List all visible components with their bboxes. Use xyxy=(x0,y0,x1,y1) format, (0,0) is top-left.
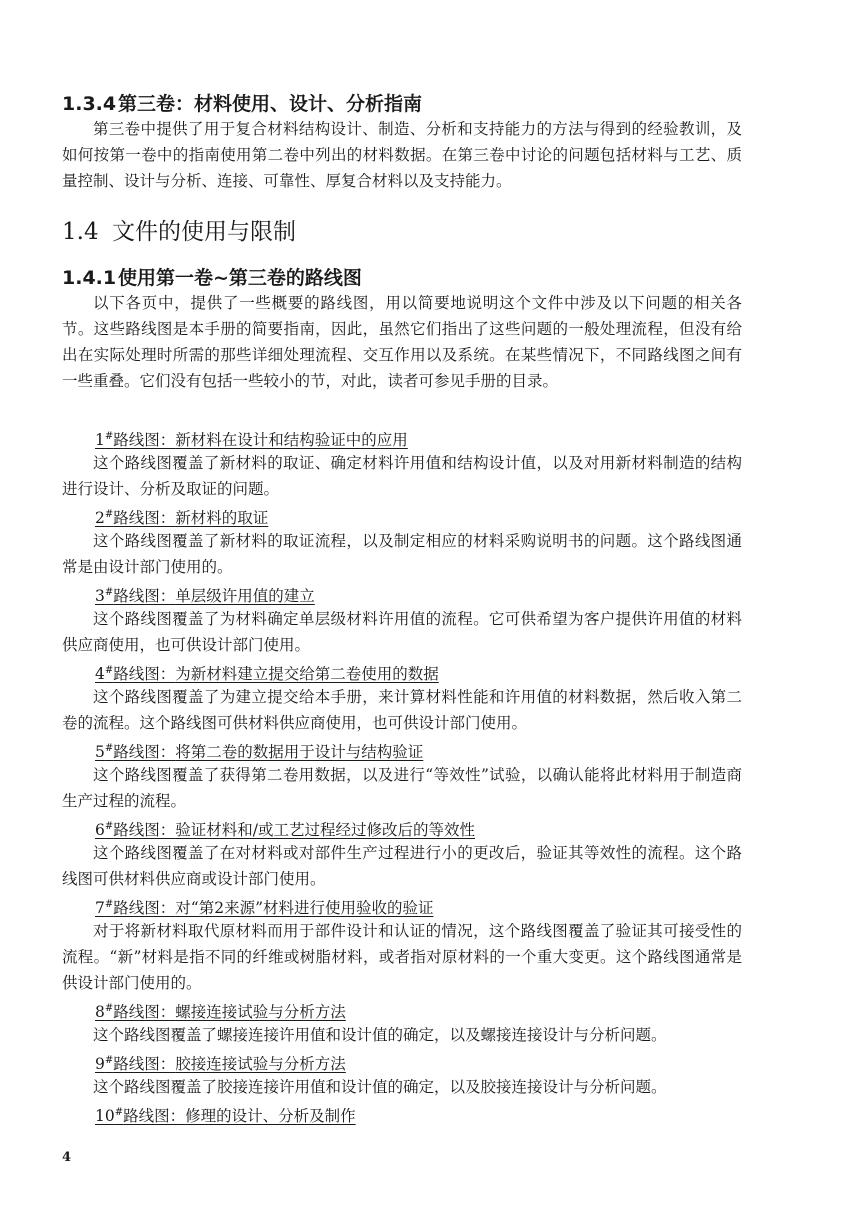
roadmap-label: #路线图： xyxy=(104,509,176,528)
roadmap-title xyxy=(95,424,408,453)
roadmap-hash-mark: # xyxy=(104,509,114,520)
roadmap-description: 这个路线图覆盖了螺接连接许用值和设计值的确定，以及螺接连接设计与分析问题。 xyxy=(93,1026,667,1044)
roadmap-title xyxy=(95,1100,356,1129)
roadmap-description: 这个路线图覆盖了新材料的取证、确定材料许用值和结构设计值，以及对用新材料制造的结构进行设计、分析及取证的问题。 xyxy=(62,454,742,498)
roadmap-title xyxy=(95,502,268,531)
roadmap-title xyxy=(95,814,475,843)
roadmap-title xyxy=(95,580,315,609)
roadmap-name: 螺接连接试验与分析方法 xyxy=(175,1003,346,1022)
roadmap-number: 1 xyxy=(95,431,105,450)
section-1-4-heading xyxy=(62,213,296,246)
roadmap-name: 将第二卷的数据用于设计与结构验证 xyxy=(175,743,424,762)
roadmap-name: 单层级许用值的建立 xyxy=(175,587,315,606)
roadmap-hash-mark: # xyxy=(104,431,114,442)
roadmap-title xyxy=(95,996,346,1025)
roadmap-label: #路线图： xyxy=(104,587,176,606)
roadmap-hash-mark: # xyxy=(104,1003,114,1014)
roadmap-label: #路线图： xyxy=(104,821,176,840)
section-number: 1.4 xyxy=(62,219,99,245)
roadmap-label: #路线图： xyxy=(104,743,176,762)
roadmap-title xyxy=(95,658,439,687)
roadmap-number: 9 xyxy=(95,1055,105,1074)
roadmap-name: 新材料的取证 xyxy=(175,509,269,528)
page-number: 4 xyxy=(62,1150,72,1165)
section-number: 1.4.1 xyxy=(62,267,117,289)
roadmap-description: 这个路线图覆盖了为建立提交给本手册，来计算材料性能和许用值的材料数据，然后收入第二卷的流程。这个路线图可供材料供应商使用，也可供设计部门使用。 xyxy=(62,688,742,732)
section-1-3-4-paragraph: 第三卷中提供了用于复合材料结构设计、制造、分析和支持能力的方法与得到的经验教训，及如何按第一卷中的指南使用第二卷中列出的材料数据。在第三卷中讨论的问题包括材料与工艺、质量控制、设计与分析、连接、可靠性、厚复合材料以及支持能力。 xyxy=(62,120,742,190)
roadmap-label: #路线图： xyxy=(104,665,176,684)
roadmap-number: 8 xyxy=(95,1003,105,1022)
roadmap-description: 这个路线图覆盖了胶接连接许用值和设计值的确定，以及胶接连接设计与分析问题。 xyxy=(93,1078,667,1096)
roadmap-number: 10 xyxy=(95,1107,115,1126)
roadmap-name: 为新材料建立提交给第二卷使用的数据 xyxy=(175,665,439,684)
roadmap-title xyxy=(95,736,423,765)
roadmap-hash-mark: # xyxy=(114,1107,124,1118)
roadmap-name: 胶接连接试验与分析方法 xyxy=(175,1055,346,1074)
roadmap-description: 对于将新材料取代原材料而用于部件设计和认证的情况，这个路线图覆盖了验证其可接受性的流程。“新”材料是指不同的纤维或树脂材料，或者指对原材料的一个重大变更。这个路线图通常是供设计部门使用的。 xyxy=(62,922,742,992)
roadmap-label: #路线图： xyxy=(114,1107,186,1126)
roadmap-title xyxy=(95,892,434,921)
section-title: 第三卷：材料使用、设计、分析指南 xyxy=(118,93,423,115)
roadmap-hash-mark: # xyxy=(104,665,114,676)
roadmap-number: 3 xyxy=(95,587,105,606)
roadmap-label: #路线图： xyxy=(104,899,176,918)
roadmap-name: 新材料在设计和结构验证中的应用 xyxy=(175,431,408,450)
roadmap-number: 5 xyxy=(95,743,105,762)
roadmap-number: 4 xyxy=(95,665,105,684)
roadmap-label: #路线图： xyxy=(104,1055,176,1074)
section-title: 文件的使用与限制 xyxy=(112,219,296,245)
section-number: 1.3.4 xyxy=(62,93,117,115)
roadmap-description: 这个路线图覆盖了获得第二卷用数据，以及进行“等效性”试验，以确认能将此材料用于制造商生产过程的流程。 xyxy=(62,766,742,810)
section-1-4-1-paragraph: 以下各页中，提供了一些概要的路线图，用以简要地说明这个文件中涉及以下问题的相关各节。这些路线图是本手册的简要指南，因此，虽然它们指出了这些问题的一般处理流程，但没有给出在实际处理时所需的那些详细处理流程、交互作用以及系统。在某些情况下，不同路线图之间有一些重叠。它们没有包括一些较小的节，对此，读者可参见手册的目录。 xyxy=(62,294,742,390)
roadmap-hash-mark: # xyxy=(104,899,114,910)
section-1-3-4-heading xyxy=(62,89,422,116)
roadmap-hash-mark: # xyxy=(104,743,114,754)
roadmap-label: #路线图： xyxy=(104,1003,176,1022)
roadmap-name: 对“第2来源”材料进行使用验收的验证 xyxy=(175,899,434,918)
roadmap-hash-mark: # xyxy=(104,1055,114,1066)
roadmap-hash-mark: # xyxy=(104,587,114,598)
roadmap-number: 2 xyxy=(95,509,105,528)
section-1-4-1-heading xyxy=(62,263,362,290)
roadmap-name: 修理的设计、分析及制作 xyxy=(185,1107,356,1126)
roadmap-label: #路线图： xyxy=(104,431,176,450)
roadmap-name: 验证材料和/或工艺过程经过修改后的等效性 xyxy=(175,821,476,840)
roadmap-number: 6 xyxy=(95,821,105,840)
roadmap-title xyxy=(95,1048,346,1077)
section-title: 使用第一卷~第三卷的路线图 xyxy=(118,267,362,289)
roadmap-number: 7 xyxy=(95,899,105,918)
roadmap-description: 这个路线图覆盖了新材料的取证流程，以及制定相应的材料采购说明书的问题。这个路线图通常是由设计部门使用的。 xyxy=(62,532,742,576)
roadmap-description: 这个路线图覆盖了在对材料或对部件生产过程进行小的更改后，验证其等效性的流程。这个路线图可供材料供应商或设计部门使用。 xyxy=(62,844,742,888)
roadmap-description: 这个路线图覆盖了为材料确定单层级材料许用值的流程。它可供希望为客户提供许用值的材料供应商使用，也可供设计部门使用。 xyxy=(62,610,742,654)
roadmap-hash-mark: # xyxy=(104,821,114,832)
